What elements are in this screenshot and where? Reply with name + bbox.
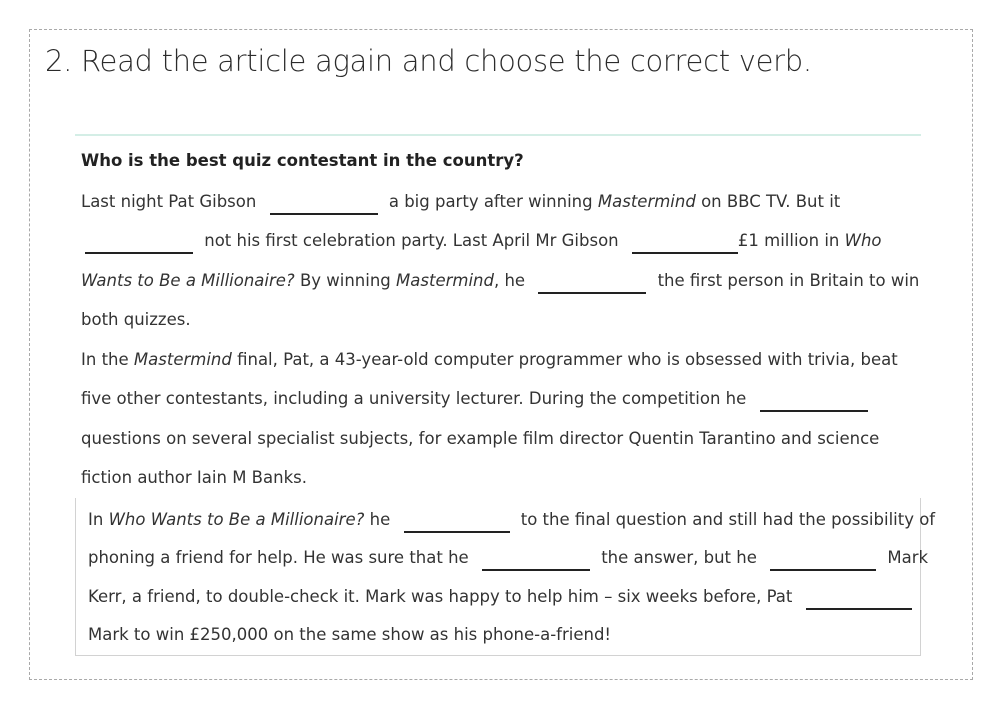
blank-gap-1[interactable] <box>270 213 378 215</box>
text-segment: phoning a friend for help. He was sure that he <box>88 548 469 567</box>
text-segment: not his first celebration party. Last April Mr Gibson <box>204 231 619 250</box>
text-line <box>81 379 872 419</box>
text-segment: fiction author Iain M Banks. <box>81 468 307 487</box>
text-segment: £1 million in <box>737 231 840 250</box>
text-line <box>88 577 916 617</box>
text-segment-italic: Wants to Be a Millionaire? <box>81 271 295 290</box>
text-line <box>81 182 840 222</box>
text-segment: final, Pat, a 43-year-old computer programmer who is obsessed with trivia, beat <box>237 350 898 369</box>
blank-gap-3[interactable] <box>632 252 738 254</box>
article-title: Who is the best quiz contestant in the country? <box>81 151 524 170</box>
blank-gap-4[interactable] <box>538 292 646 294</box>
text-segment: five other contestants, including a university lecturer. During the competition he <box>81 389 747 408</box>
text-segment: on BBC TV. But it <box>701 192 841 211</box>
text-segment: In <box>88 510 104 529</box>
blank-gap-6[interactable] <box>404 531 510 533</box>
text-segment: questions on several specialist subjects, for example film director Quentin Tarantino and science <box>81 429 880 448</box>
instruction-heading: 2. Read the article again and choose the correct verb. <box>45 44 812 78</box>
blank-gap-7[interactable] <box>482 569 590 571</box>
text-segment: to the final question and still had the possibility of <box>520 510 936 529</box>
blank-gap-5[interactable] <box>760 410 868 412</box>
blank-gap-2[interactable] <box>85 252 193 254</box>
text-line <box>81 419 879 459</box>
text-segment-italic: Who <box>844 231 882 250</box>
text-segment: both quizzes. <box>81 310 191 329</box>
text-segment: the answer, but he <box>601 548 757 567</box>
text-line <box>88 615 611 655</box>
text-line <box>88 500 935 540</box>
text-segment: Mark <box>887 548 929 567</box>
text-line <box>81 300 191 340</box>
text-line <box>81 458 307 498</box>
text-line <box>81 221 882 261</box>
text-segment-italic: Mastermind <box>396 271 494 290</box>
text-segment: By winning <box>299 271 391 290</box>
text-line <box>81 261 919 301</box>
text-segment: a big party after winning <box>388 192 593 211</box>
text-segment: the first person in Britain to win <box>657 271 920 290</box>
text-segment: he <box>369 510 391 529</box>
text-segment: Kerr, a friend, to double-check it. Mark was happy to help him – six weeks before, Pat <box>88 587 793 606</box>
text-segment-italic: Mastermind <box>597 192 696 211</box>
text-segment: Mark to win £250,000 on the same show as his phone-a-friend! <box>88 625 612 644</box>
blank-gap-8[interactable] <box>770 569 876 571</box>
divider-line <box>75 134 921 136</box>
text-line <box>81 340 898 380</box>
text-line <box>88 538 928 578</box>
text-segment: Last night Pat Gibson <box>81 192 257 211</box>
text-segment-italic: Mastermind <box>133 350 232 369</box>
text-segment-italic: Who Wants to Be a Millionaire? <box>108 510 365 529</box>
text-segment: In the <box>81 350 129 369</box>
text-segment: , he <box>493 271 526 290</box>
blank-gap-9[interactable] <box>806 608 912 610</box>
